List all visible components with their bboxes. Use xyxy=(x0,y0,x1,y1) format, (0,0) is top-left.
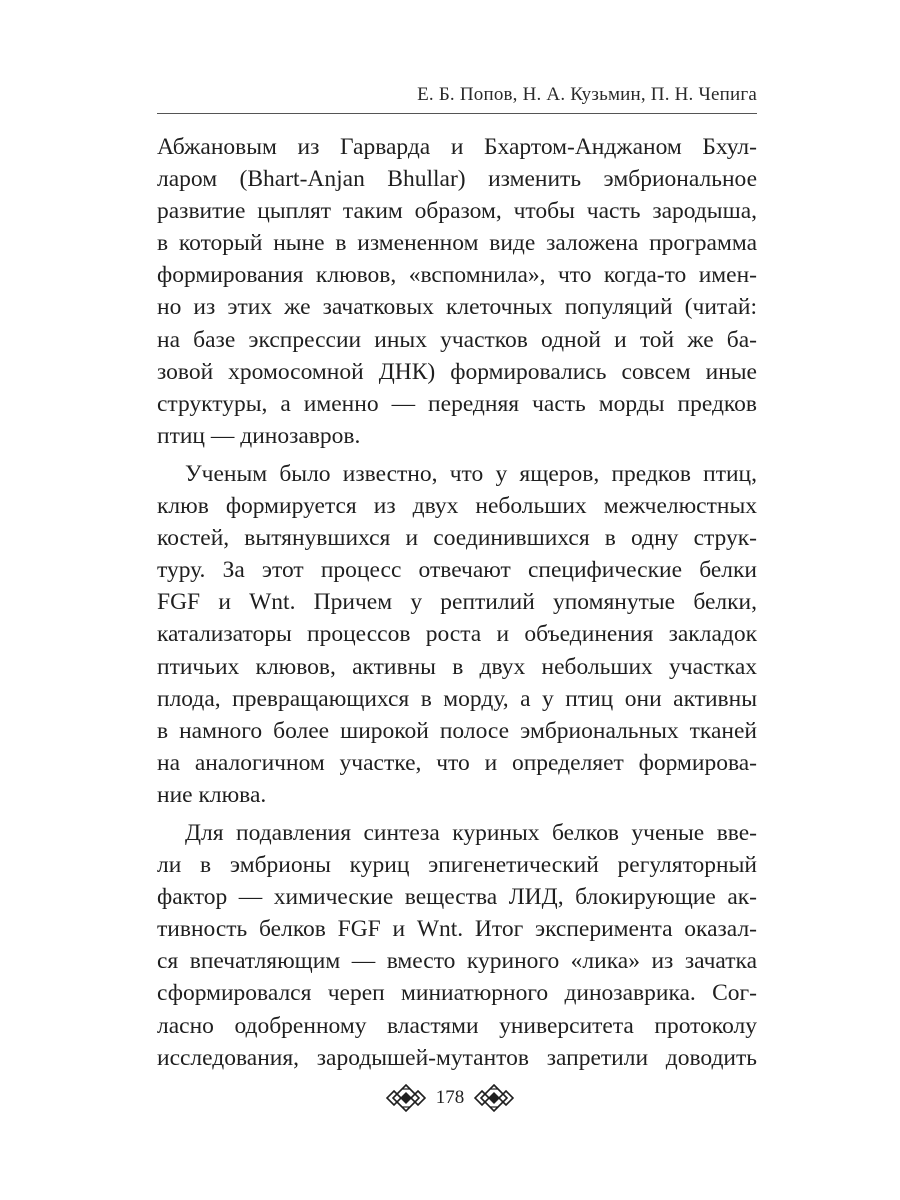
text-line: птичьих клювов, активны в двух небольших участках xyxy=(157,653,757,680)
page-number: 178 xyxy=(435,1087,465,1108)
text-line: сформировался череп миниатюрного динозаврика. Сог- xyxy=(157,980,757,1007)
text-line: но из этих же зачатковых клеточных популяций (читай: xyxy=(157,294,757,321)
text-line: фактор — химические вещества ЛИД, блокирующие ак- xyxy=(157,884,757,911)
body-text xyxy=(157,131,757,1074)
diamond-ornament-icon xyxy=(474,1084,514,1112)
text-line: Для подавления синтеза куриных белков ученые вве- xyxy=(185,819,757,846)
text-line: ли в эмбрионы куриц эпигенетический регуляторный xyxy=(157,852,757,879)
text-line: в намного более широкой полосе эмбриональных тканей xyxy=(157,717,757,744)
running-head-authors: Е. Б. Попов, Н. А. Кузьмин, П. Н. Чепига xyxy=(417,84,757,105)
text-line: костей, вытянувшихся и соединившихся в одну струк- xyxy=(157,525,757,552)
text-line: исследования, зародышей-мутантов запретили доводить xyxy=(157,1044,757,1071)
text-line: развитие цыплят таким образом, чтобы часть зародыша, xyxy=(157,198,757,225)
text-line: структуры, а именно — передняя часть морды предков xyxy=(157,390,757,417)
paragraph-2 xyxy=(157,458,757,811)
text-line: зовой хромосомной ДНК) формировались совсем иные xyxy=(157,358,757,385)
text-line: FGF и Wnt. Причем у рептилий упомянутые белки, xyxy=(157,589,757,616)
page-footer xyxy=(0,1078,900,1118)
text-line: клюв формируется из двух небольших межчелюстных xyxy=(157,493,757,520)
text-line: на аналогичном участке, что и определяет формирова- xyxy=(157,749,757,776)
text-line: в который ныне в измененном виде заложена программа xyxy=(157,230,757,257)
text-line: ние клюва. xyxy=(157,781,267,808)
text-line: на базе экспрессии иных участков одной и той же ба- xyxy=(157,326,757,353)
text-line: плода, превращающихся в морду, а у птиц они активны xyxy=(157,685,757,712)
text-line: формирования клювов, «вспомнила», что когда-то имен- xyxy=(157,262,757,289)
text-line: ласно одобренному властями университета протоколу xyxy=(157,1012,757,1039)
header-rule xyxy=(157,113,757,114)
diamond-ornament-icon xyxy=(386,1084,426,1112)
text-line: Ученым было известно, что у ящеров, предков птиц, xyxy=(185,460,757,487)
text-line: Абжановым из Гарварда и Бхартом-Анджаном Бхул- xyxy=(157,134,757,160)
text-line: птиц — динозавров. xyxy=(157,422,361,449)
text-line: катализаторы процессов роста и объединения закладок xyxy=(157,621,757,648)
paragraph-3 xyxy=(157,817,757,1074)
text-line: туру. За этот процесс отвечают специфические белки xyxy=(157,557,757,584)
paragraph-1 xyxy=(157,131,757,452)
text-line: ся впечатляющим — вместо куриного «лика» из зачатка xyxy=(157,948,757,975)
text-line: ларом (Bhart-Anjan Bhullar) изменить эмбриональное xyxy=(157,166,757,193)
text-line: тивность белков FGF и Wnt. Итог эксперимента оказал- xyxy=(157,916,757,943)
